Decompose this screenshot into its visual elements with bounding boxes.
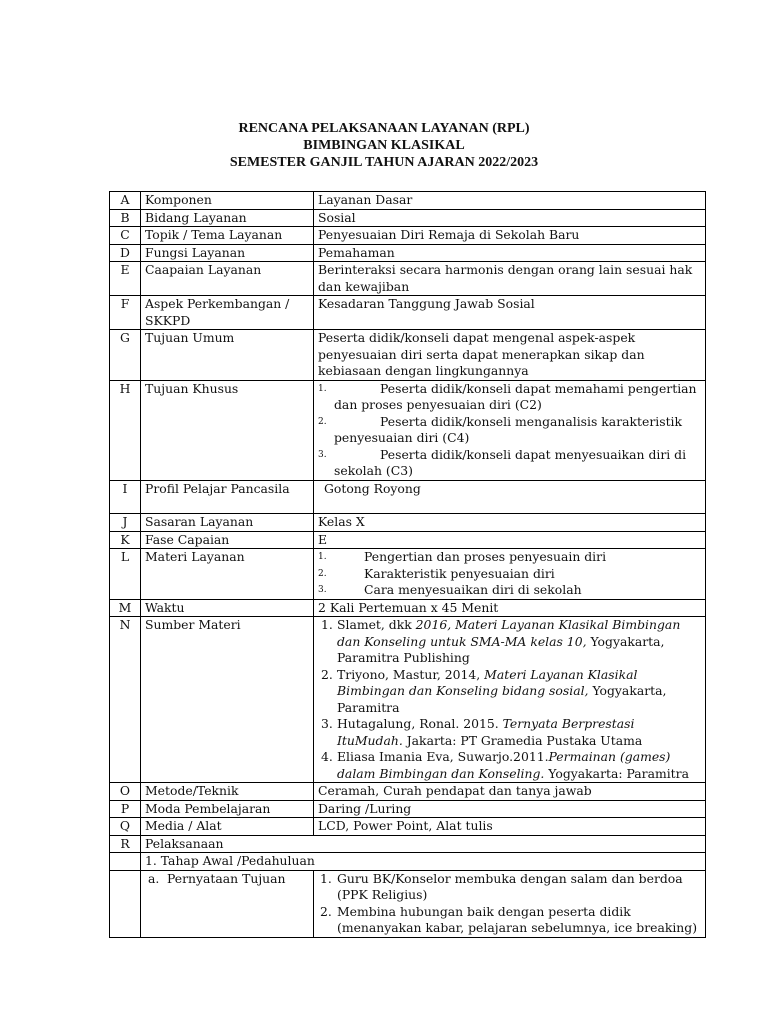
row-letter: D xyxy=(110,244,141,262)
list-text: Membina hubungan baik dengan peserta didik (menanyakan kabar, pelajaran sebelumnya, ice breaking) xyxy=(337,903,698,935)
header-semester: SEMESTER GANJIL TAHUN AJARAN 2022/2023 xyxy=(229,155,539,170)
list-number: 2. xyxy=(320,903,332,919)
objectives-list xyxy=(314,380,706,480)
table-row-j xyxy=(110,514,706,532)
row-label: Topik / Tema Layanan xyxy=(141,227,314,245)
row-label: Aspek Perkembangan / SKKPD xyxy=(141,296,314,330)
row-label: Tujuan Umum xyxy=(141,330,314,381)
list-text: Guru BK/Konselor membuka dengan salam dan berdoa (PPK Religius) xyxy=(337,870,683,902)
row-letter: L xyxy=(110,549,141,600)
row-value xyxy=(314,480,706,514)
list-text: Pengertian dan proses penyesuain diri xyxy=(364,549,607,564)
substage xyxy=(145,871,309,888)
list-text: Peserta didik/konseli dapat memahami pengertian dan proses penyesuaian diri (C2) xyxy=(334,380,697,412)
row-value: Berinteraksi secara harmonis dengan orang lain sesuai hak dan kewajiban xyxy=(314,262,706,296)
row-value: Daring /Luring xyxy=(314,800,706,818)
row-letter: I xyxy=(110,480,141,514)
row-letter: A xyxy=(110,192,141,210)
row-letter: G xyxy=(110,330,141,381)
row-label: Tujuan Khusus xyxy=(141,380,314,480)
empty-cell xyxy=(110,870,141,937)
row-value: Peserta didik/konseli dapat mengenal aspek-aspek penyesuaian diri serta dapat menerapkan sikap dan kebiasaan dengan lingkungannya xyxy=(314,330,706,381)
list-item xyxy=(318,549,701,566)
row-label: Sasaran Layanan xyxy=(141,514,314,532)
table-row-p xyxy=(110,800,706,818)
table-row-stage xyxy=(110,853,706,871)
row-label: Bidang Layanan xyxy=(141,209,314,227)
row-value: LCD, Power Point, Alat tulis xyxy=(314,818,706,836)
header-subtitle: BIMBINGAN KLASIKAL xyxy=(303,138,465,153)
substage-number: a. xyxy=(148,870,160,886)
row-label: Pelaksanaan xyxy=(141,835,706,853)
reference-title: Permainan (games) dalam Bimbingan dan Konseling. xyxy=(337,749,671,781)
substage-label-cell xyxy=(141,870,314,937)
row-label: Materi Layanan xyxy=(141,549,314,600)
reference-title: Ternyata Berprestasi ItuMudah. xyxy=(337,716,635,748)
reference-item xyxy=(318,617,701,667)
reference-author: Triyono, Mastur, 2014, xyxy=(337,666,485,682)
list-number: 1. xyxy=(318,383,327,394)
reference-publisher: Yogyakarta, Paramitra xyxy=(337,683,667,715)
table-row-d xyxy=(110,244,706,262)
table-row-l xyxy=(110,549,706,600)
reference-author: Hutagalung, Ronal. 2015. xyxy=(337,716,503,731)
table-row-c xyxy=(110,227,706,245)
list-item xyxy=(318,447,701,480)
reference-number: 2. xyxy=(321,666,333,682)
row-label: Waktu xyxy=(141,599,314,617)
row-label: Media / Alat xyxy=(141,818,314,836)
row-label: Caapaian Layanan xyxy=(141,262,314,296)
list-number: 1. xyxy=(320,870,332,886)
list-text: Cara menyesuaikan diri di sekolah xyxy=(364,582,582,597)
reference-title: Materi Layanan Klasikal Bimbingan dan Konseling bidang sosial, xyxy=(337,666,638,698)
row-value: Kesadaran Tanggung Jawab Sosial xyxy=(314,296,706,330)
table-row-substage xyxy=(110,870,706,937)
reference-item xyxy=(318,749,701,782)
reference-publisher: Jakarta: PT Gramedia Pustaka Utama xyxy=(402,732,643,748)
row-value: Layanan Dasar xyxy=(314,192,706,210)
row-letter: H xyxy=(110,380,141,480)
list-text: Karakteristik penyesuaian diri xyxy=(364,565,555,581)
reference-item xyxy=(318,716,701,749)
row-letter: M xyxy=(110,599,141,617)
list-item xyxy=(318,582,701,599)
stage-title: 1. Tahap Awal /Pedahuluan xyxy=(141,853,706,871)
row-letter: J xyxy=(110,514,141,532)
table-row-r xyxy=(110,835,706,853)
row-value: Pemahaman xyxy=(314,244,706,262)
row-letter: P xyxy=(110,800,141,818)
row-letter: F xyxy=(110,296,141,330)
substage-label: Pernyataan Tujuan xyxy=(167,870,286,886)
row-value: Penyesuaian Diri Remaja di Sekolah Baru xyxy=(314,227,706,245)
table-row-h xyxy=(110,380,706,480)
table-row-f xyxy=(110,296,706,330)
row-label: Fungsi Layanan xyxy=(141,244,314,262)
table-row-e xyxy=(110,262,706,296)
reference-title: 2016, Materi Layanan Klasikal Bimbingan dan Konseling untuk SMA-MA kelas 10, xyxy=(337,617,681,649)
reference-number: 1. xyxy=(321,617,333,632)
table-row-b xyxy=(110,209,706,227)
row-letter: R xyxy=(110,835,141,853)
table-row-i xyxy=(110,480,706,514)
material-list xyxy=(314,549,706,600)
row-value: Ceramah, Curah pendapat dan tanya jawab xyxy=(314,783,706,801)
list-item xyxy=(318,871,701,904)
reference-number: 4. xyxy=(321,749,333,764)
list-item xyxy=(318,566,701,583)
reference-author: Eliasa Imania Eva, Suwarjo.2011. xyxy=(337,749,549,764)
table-row-n xyxy=(110,617,706,783)
list-text: Peserta didik/konseli menganalisis karakteristik penyesuaian diri (C4) xyxy=(334,413,683,445)
reference-publisher: Yogyakarta: Paramitra xyxy=(544,765,689,781)
list-number: 2. xyxy=(318,416,327,427)
table-row-a xyxy=(110,192,706,210)
steps-list xyxy=(314,870,706,937)
list-item xyxy=(318,381,701,414)
empty-cell xyxy=(110,853,141,871)
row-value: E xyxy=(314,531,706,549)
reference-author: Slamet, dkk xyxy=(337,617,416,632)
profile-value: Gotong Royong xyxy=(324,480,421,496)
reference-list xyxy=(314,617,706,783)
row-letter: O xyxy=(110,783,141,801)
row-value: Kelas X xyxy=(314,514,706,532)
row-label: Sumber Materi xyxy=(141,617,314,783)
reference-number: 3. xyxy=(321,716,333,731)
reference-publisher: Yogyakarta, Paramitra Publishing xyxy=(337,633,665,665)
document-header xyxy=(0,120,768,171)
list-number: 3. xyxy=(318,585,327,595)
list-number: 1. xyxy=(318,552,327,562)
row-label: Komponen xyxy=(141,192,314,210)
reference-item xyxy=(318,667,701,717)
row-value: 2 Kali Pertemuan x 45 Menit xyxy=(314,599,706,617)
row-letter: N xyxy=(110,617,141,783)
row-letter: B xyxy=(110,209,141,227)
row-label: Fase Capaian xyxy=(141,531,314,549)
list-item xyxy=(318,904,701,937)
row-letter: C xyxy=(110,227,141,245)
list-number: 2. xyxy=(318,568,327,579)
row-label: Metode/Teknik xyxy=(141,783,314,801)
table-row-o xyxy=(110,783,706,801)
table-row-m xyxy=(110,599,706,617)
list-number: 3. xyxy=(318,449,327,460)
table-row-q xyxy=(110,818,706,836)
rpl-table xyxy=(109,191,706,938)
row-letter: Q xyxy=(110,818,141,836)
table-row-g xyxy=(110,330,706,381)
list-text: Peserta didik/konseli dapat menyesuaikan diri di sekolah (C3) xyxy=(334,446,687,478)
row-letter: E xyxy=(110,262,141,296)
row-letter: K xyxy=(110,531,141,549)
row-value: Sosial xyxy=(314,209,706,227)
header-title: RENCANA PELAKSANAAN LAYANAN (RPL) xyxy=(238,121,530,136)
row-label: Moda Pembelajaran xyxy=(141,800,314,818)
row-label: Profil Pelajar Pancasila xyxy=(141,480,314,514)
list-item xyxy=(318,414,701,447)
table-row-k xyxy=(110,531,706,549)
